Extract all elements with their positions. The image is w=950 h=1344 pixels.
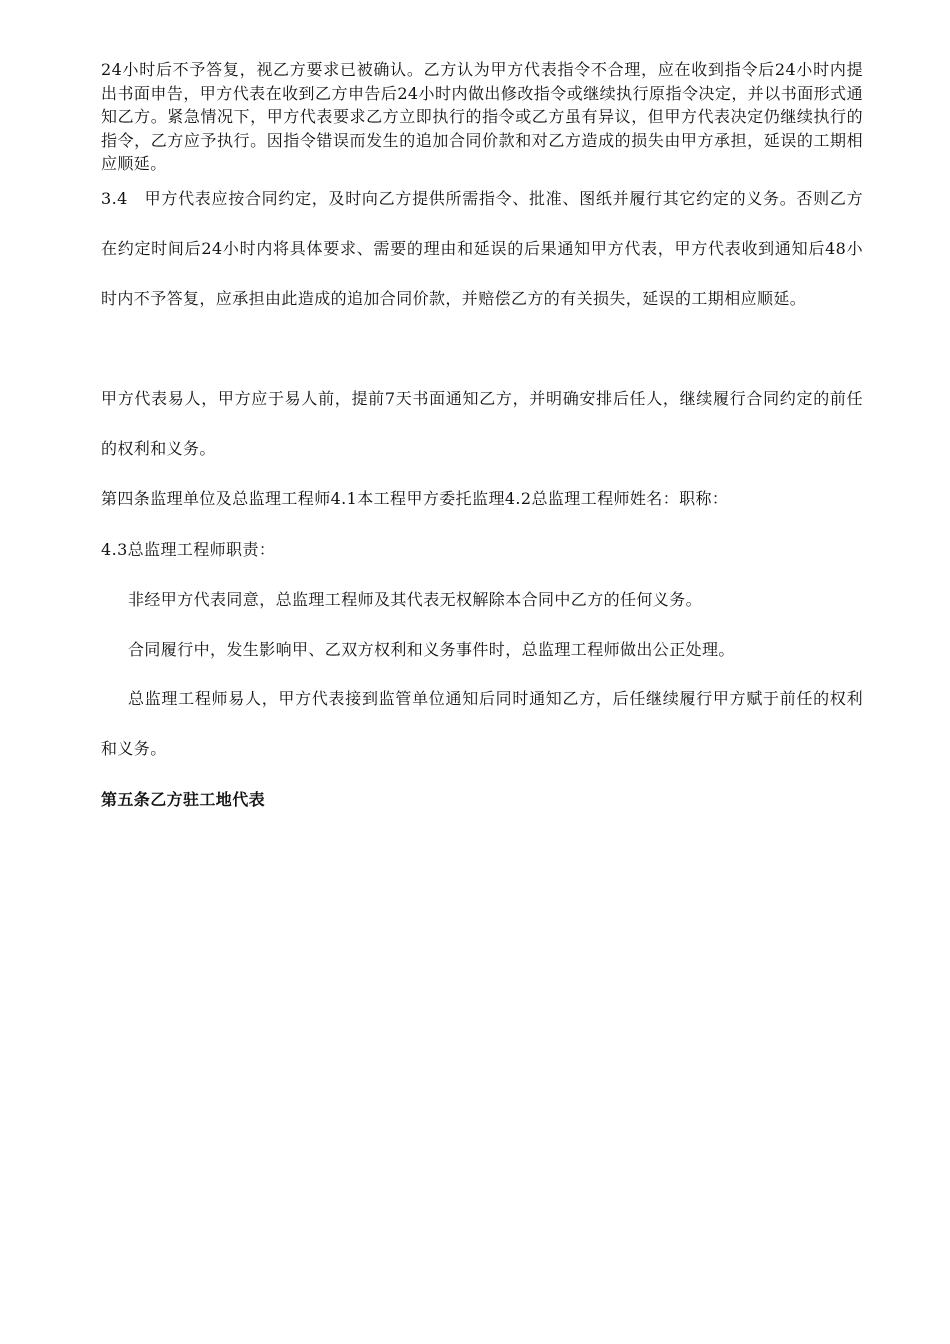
heading-article-4: 第四条监理单位及总监理工程师4.1本工程甲方委托监理4.2总监理工程师姓名：职称： <box>101 489 729 508</box>
paragraph-supervisor-duty-2: 合同履行中，发生影响甲、乙双方权利和义务事件时，总监理工程师做出公正处理。 <box>128 640 735 659</box>
paragraph-instruction-objection: 24小时后不予答复，视乙方要求已被确认。乙方认为甲方代表指令不合理，应在收到指令后24小时内提出书面申告，甲方代表在收到乙方申告后24小时内做出修改指令或继续执行原指令决定，并以书面形式通知乙方。紧急情况下，甲方代表要求乙方立即执行的指令或乙方虽有异议，但甲方代表决定仍继续执行的指令，乙方应予执行。因指令错误而发生的追加合同价款和对乙方造成的损失由甲方承担，延误的工期相应顺延。 <box>101 60 863 173</box>
paragraph-supervisor-change: 总监理工程师易人，甲方代表接到监管单位通知后同时通知乙方，后任继续履行甲方赋于前任的权利和义务。 <box>101 689 863 758</box>
paragraph-supervisor-duty-1: 非经甲方代表同意，总监理工程师及其代表无权解除本合同中乙方的任何义务。 <box>128 590 703 609</box>
paragraph-clause-3-4: 3.4 甲方代表应按合同约定，及时向乙方提供所需指令、批准、图纸并履行其它约定的义务。否则乙方在约定时间后24小时内将具体要求、需要的理由和延误的后果通知甲方代表，甲方代表收到通知后48小时内不予答复，应承担由此造成的追加合同价款，并赔偿乙方的有关损失，延误的工期相应顺延。 <box>101 189 863 308</box>
heading-article-5: 第五条乙方驻工地代表 <box>101 790 266 809</box>
paragraph-representative-change: 甲方代表易人，甲方应于易人前，提前7天书面通知乙方，并明确安排后任人，继续履行合同约定的前任的权利和义务。 <box>101 389 863 458</box>
heading-clause-4-3: 4.3总监理工程师职责： <box>101 540 276 559</box>
